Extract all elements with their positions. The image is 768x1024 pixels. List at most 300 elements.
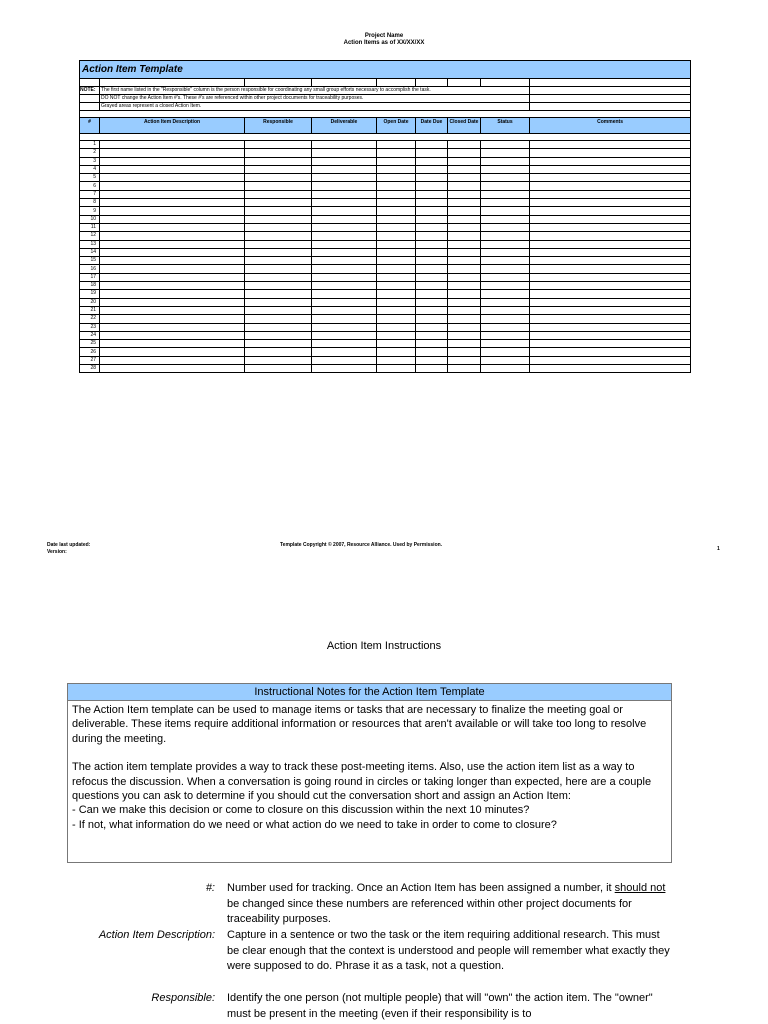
row-number: 6 [80, 182, 100, 190]
table-cell [416, 273, 448, 281]
table-cell [100, 190, 245, 198]
page-header [0, 33, 768, 47]
table-cell [100, 232, 245, 240]
table-cell [100, 165, 245, 173]
table-cell [448, 265, 481, 273]
table-cell [448, 240, 481, 248]
table-cell [448, 323, 481, 331]
table-row [80, 223, 691, 231]
table-cell [377, 298, 416, 306]
table-cell [530, 257, 691, 265]
table-row [80, 174, 691, 182]
table-cell [245, 190, 312, 198]
table-cell [100, 331, 245, 339]
table-cell [100, 215, 245, 223]
table-cell [377, 223, 416, 231]
table-cell [416, 165, 448, 173]
sheet-title: Action Item Template [80, 61, 691, 79]
report-subtitle: Action Items as of XX/XX/XX [343, 40, 425, 46]
table-cell [448, 365, 481, 373]
table-cell [416, 348, 448, 356]
table-cell [530, 232, 691, 240]
table-cell [245, 323, 312, 331]
row-number: 25 [80, 340, 100, 348]
table-cell [448, 232, 481, 240]
column-header: Status [481, 118, 530, 134]
table-row [80, 273, 691, 281]
table-cell [312, 149, 377, 157]
table-cell [377, 290, 416, 298]
column-header: Open Date [377, 118, 416, 134]
row-number: 3 [80, 157, 100, 165]
instructions-title: Action Item Instructions [326, 640, 442, 652]
table-cell [312, 298, 377, 306]
table-row [80, 248, 691, 256]
table-cell [416, 182, 448, 190]
action-item-rows [80, 141, 691, 373]
table-cell [245, 290, 312, 298]
table-row [80, 165, 691, 173]
table-cell [377, 165, 416, 173]
table-cell [312, 282, 377, 290]
table-cell [377, 323, 416, 331]
column-header-row [80, 118, 691, 134]
table-cell [416, 331, 448, 339]
table-cell [377, 315, 416, 323]
table-cell [416, 174, 448, 182]
table-cell [481, 298, 530, 306]
column-header: Closed Date [448, 118, 481, 134]
table-cell [481, 306, 530, 314]
definition-text: Identify the one person (not multiple people) that will "own" the action item. The "owner" must be present in the meeting (even if their responsibility is to [227, 992, 653, 1020]
table-cell [530, 306, 691, 314]
table-cell [448, 248, 481, 256]
table-row [80, 232, 691, 240]
table-cell [312, 207, 377, 215]
table-cell [416, 141, 448, 149]
note-line: DO NOT change the Action Item #'s. These #'s are referenced within other project documents for traceability purposes. [100, 95, 530, 103]
table-cell [530, 273, 691, 281]
table-cell [530, 215, 691, 223]
table-cell [377, 215, 416, 223]
table-cell [100, 290, 245, 298]
table-row [80, 141, 691, 149]
table-cell [312, 331, 377, 339]
row-number: 4 [80, 165, 100, 173]
table-cell [530, 190, 691, 198]
table-cell [377, 199, 416, 207]
table-cell [377, 306, 416, 314]
table-cell [100, 315, 245, 323]
row-number: 5 [80, 174, 100, 182]
table-cell [481, 232, 530, 240]
table-cell [530, 223, 691, 231]
table-cell [530, 165, 691, 173]
table-row [80, 190, 691, 198]
table-cell [481, 223, 530, 231]
table-cell [245, 240, 312, 248]
row-number: 11 [80, 223, 100, 231]
note-line: The first name listed in the "Responsible" column is the person responsible for coordinating any small group efforts necessary to accomplish the task. [100, 87, 530, 95]
definition-text: Number used for tracking. Once an Action Item has been assigned a number, it should not be changed since these numbers are referenced within other project documents for traceability purposes. [227, 882, 666, 926]
table-cell [416, 215, 448, 223]
table-row [80, 356, 691, 364]
table-cell [245, 365, 312, 373]
table-cell [448, 207, 481, 215]
table-cell [448, 174, 481, 182]
table-cell [530, 298, 691, 306]
table-cell [481, 331, 530, 339]
table-cell [416, 257, 448, 265]
table-cell [245, 257, 312, 265]
table-cell [481, 141, 530, 149]
definition-term: #: [205, 882, 215, 894]
table-row [80, 257, 691, 265]
table-cell [312, 199, 377, 207]
table-row [80, 365, 691, 373]
row-number: 17 [80, 273, 100, 281]
table-cell [377, 174, 416, 182]
table-cell [312, 248, 377, 256]
table-cell [245, 215, 312, 223]
table-cell [481, 323, 530, 331]
table-cell [530, 315, 691, 323]
table-row [80, 331, 691, 339]
table-cell [245, 315, 312, 323]
table-cell [448, 298, 481, 306]
table-cell [416, 190, 448, 198]
table-cell [530, 323, 691, 331]
table-cell [100, 282, 245, 290]
table-cell [530, 265, 691, 273]
column-header: Deliverable [312, 118, 377, 134]
column-header: Responsible [245, 118, 312, 134]
action-item-table [79, 60, 691, 373]
table-cell [448, 273, 481, 281]
row-number: 10 [80, 215, 100, 223]
row-number: 27 [80, 356, 100, 364]
table-cell [100, 141, 245, 149]
table-cell [100, 207, 245, 215]
table-cell [448, 340, 481, 348]
table-cell [245, 157, 312, 165]
table-row [80, 265, 691, 273]
row-number: 7 [80, 190, 100, 198]
table-cell [377, 190, 416, 198]
table-cell [245, 248, 312, 256]
table-row [80, 149, 691, 157]
table-row [80, 298, 691, 306]
table-cell [530, 282, 691, 290]
table-cell [377, 331, 416, 339]
table-cell [481, 315, 530, 323]
table-cell [312, 315, 377, 323]
table-cell [530, 356, 691, 364]
project-name: Project Name [364, 33, 404, 39]
table-cell [530, 157, 691, 165]
notes-body [68, 701, 671, 832]
table-cell [100, 223, 245, 231]
table-cell [377, 282, 416, 290]
table-cell [416, 365, 448, 373]
table-cell [100, 298, 245, 306]
table-cell [416, 298, 448, 306]
column-header: Comments [530, 118, 691, 134]
table-cell [448, 215, 481, 223]
table-cell [448, 165, 481, 173]
notes-paragraph: The Action Item template can be used to manage items or tasks that are necessary to finalize the meeting goal or deliverable. These items require additional information or resources that aren't available or will take too long to resolve during the meeting. [72, 704, 647, 745]
table-cell [312, 141, 377, 149]
row-number: 1 [80, 141, 100, 149]
table-cell [416, 290, 448, 298]
row-number: 2 [80, 149, 100, 157]
table-cell [481, 365, 530, 373]
date-last-updated-label: Date last updated: [47, 542, 91, 548]
table-cell [245, 331, 312, 339]
table-cell [312, 174, 377, 182]
table-cell [416, 340, 448, 348]
table-cell [416, 282, 448, 290]
table-cell [377, 356, 416, 364]
table-cell [481, 265, 530, 273]
table-cell [416, 207, 448, 215]
table-cell [377, 340, 416, 348]
row-number: 22 [80, 315, 100, 323]
table-cell [312, 215, 377, 223]
table-cell [481, 165, 530, 173]
table-cell [530, 340, 691, 348]
table-cell [448, 315, 481, 323]
row-number: 8 [80, 199, 100, 207]
table-cell [312, 290, 377, 298]
table-cell [245, 141, 312, 149]
row-number: 28 [80, 365, 100, 373]
table-cell [245, 340, 312, 348]
table-cell [448, 223, 481, 231]
table-cell [530, 290, 691, 298]
definition-text: Capture in a sentence or two the task or the item requiring additional research. This must be clear enough that the context is understood and people will remember what exactly they were supposed to do. Phrase it as a task, not a question. [227, 929, 670, 973]
table-row [80, 240, 691, 248]
table-cell [530, 248, 691, 256]
note-label: NOTE: [80, 87, 100, 95]
table-cell [245, 174, 312, 182]
table-cell [312, 240, 377, 248]
table-cell [530, 182, 691, 190]
table-cell [481, 182, 530, 190]
table-row [80, 215, 691, 223]
table-cell [245, 165, 312, 173]
table-cell [245, 265, 312, 273]
table-cell [245, 306, 312, 314]
table-cell [416, 306, 448, 314]
column-header: Date Due [416, 118, 448, 134]
table-cell [481, 215, 530, 223]
definition-term: Action Item Description: [98, 929, 215, 941]
table-cell [481, 356, 530, 364]
table-cell [481, 290, 530, 298]
table-cell [530, 240, 691, 248]
table-cell [245, 282, 312, 290]
table-cell [481, 157, 530, 165]
table-cell [530, 199, 691, 207]
table-cell [448, 348, 481, 356]
row-number: 24 [80, 331, 100, 339]
table-cell [481, 248, 530, 256]
table-cell [100, 248, 245, 256]
table-cell [481, 240, 530, 248]
column-header: # [80, 118, 100, 134]
table-row [80, 340, 691, 348]
table-cell [377, 141, 416, 149]
table-cell [100, 306, 245, 314]
table-cell [416, 223, 448, 231]
table-cell [312, 323, 377, 331]
row-number: 9 [80, 207, 100, 215]
note-line: Grayed areas represent a closed Action Item. [100, 103, 530, 111]
table-cell [100, 240, 245, 248]
table-cell [377, 240, 416, 248]
table-cell [416, 240, 448, 248]
table-row [80, 207, 691, 215]
table-cell [100, 365, 245, 373]
table-cell [448, 199, 481, 207]
table-cell [377, 232, 416, 240]
table-cell [416, 149, 448, 157]
table-cell [312, 340, 377, 348]
table-cell [416, 315, 448, 323]
table-cell [100, 340, 245, 348]
table-cell [448, 190, 481, 198]
table-cell [448, 282, 481, 290]
table-cell [245, 273, 312, 281]
table-cell [100, 257, 245, 265]
table-cell [530, 141, 691, 149]
table-cell [312, 265, 377, 273]
table-cell [312, 232, 377, 240]
table-cell [100, 199, 245, 207]
table-cell [448, 331, 481, 339]
table-cell [481, 207, 530, 215]
table-cell [100, 149, 245, 157]
table-cell [416, 232, 448, 240]
definition-term: Responsible: [151, 992, 215, 1004]
table-cell [481, 199, 530, 207]
table-cell [416, 199, 448, 207]
table-cell [377, 207, 416, 215]
action-item-sheet [79, 60, 690, 373]
table-cell [100, 356, 245, 364]
table-cell [245, 207, 312, 215]
table-cell [416, 323, 448, 331]
table-cell [416, 356, 448, 364]
table-cell [312, 356, 377, 364]
table-cell [481, 282, 530, 290]
table-cell [312, 165, 377, 173]
table-cell [377, 265, 416, 273]
table-cell [100, 265, 245, 273]
row-number: 21 [80, 306, 100, 314]
row-number: 23 [80, 323, 100, 331]
table-cell [416, 265, 448, 273]
table-cell [481, 190, 530, 198]
table-cell [100, 273, 245, 281]
table-cell [530, 365, 691, 373]
notes-question: - If not, what information do we need or what action do we need to take in order to come to closure? [72, 818, 557, 831]
column-header: Action Item Description [100, 118, 245, 134]
table-cell [312, 157, 377, 165]
table-cell [416, 248, 448, 256]
table-cell [245, 223, 312, 231]
table-cell [530, 174, 691, 182]
copyright-text: Template Copyright © 2007, Resource Alliance. Used by Permission. [280, 542, 443, 548]
table-cell [448, 356, 481, 364]
table-cell [100, 174, 245, 182]
table-row [80, 290, 691, 298]
table-cell [312, 223, 377, 231]
table-cell [481, 348, 530, 356]
table-cell [245, 356, 312, 364]
table-cell [245, 298, 312, 306]
row-number: 19 [80, 290, 100, 298]
table-row [80, 182, 691, 190]
table-cell [481, 149, 530, 157]
table-cell [416, 157, 448, 165]
notes-paragraph: The action item template provides a way to track these post-meeting items. Also, use the action item list as a way to refocus the discussion. When a conversation is going round in circles or taking longer than expected, here are a couple questions you can ask to determine if you should cut the conversation short and assign an Action Item: [72, 761, 652, 803]
table-cell [312, 273, 377, 281]
instructional-notes-box [67, 683, 672, 863]
table-cell [100, 157, 245, 165]
row-number: 13 [80, 240, 100, 248]
table-cell [448, 149, 481, 157]
table-cell [245, 182, 312, 190]
table-cell [481, 273, 530, 281]
table-cell [312, 348, 377, 356]
table-cell [100, 182, 245, 190]
footer-left [47, 542, 90, 556]
table-cell [530, 207, 691, 215]
table-cell [100, 323, 245, 331]
table-cell [312, 190, 377, 198]
table-cell [448, 157, 481, 165]
table-cell [245, 199, 312, 207]
row-number: 12 [80, 232, 100, 240]
table-cell [377, 273, 416, 281]
table-row [80, 315, 691, 323]
table-cell [481, 257, 530, 265]
table-cell [377, 365, 416, 373]
row-number: 18 [80, 282, 100, 290]
table-cell [530, 149, 691, 157]
table-cell [377, 257, 416, 265]
table-cell [530, 348, 691, 356]
table-row [80, 157, 691, 165]
table-cell [312, 257, 377, 265]
table-cell [377, 248, 416, 256]
table-cell [448, 141, 481, 149]
row-number: 26 [80, 348, 100, 356]
table-row [80, 323, 691, 331]
table-cell [377, 348, 416, 356]
table-row [80, 199, 691, 207]
row-number: 15 [80, 257, 100, 265]
table-cell [448, 257, 481, 265]
table-row [80, 306, 691, 314]
table-cell [312, 306, 377, 314]
table-cell [245, 149, 312, 157]
table-cell [100, 348, 245, 356]
table-row [80, 348, 691, 356]
notes-question: - Can we make this decision or come to closure on this discussion within the next 10 minutes? [72, 804, 530, 817]
